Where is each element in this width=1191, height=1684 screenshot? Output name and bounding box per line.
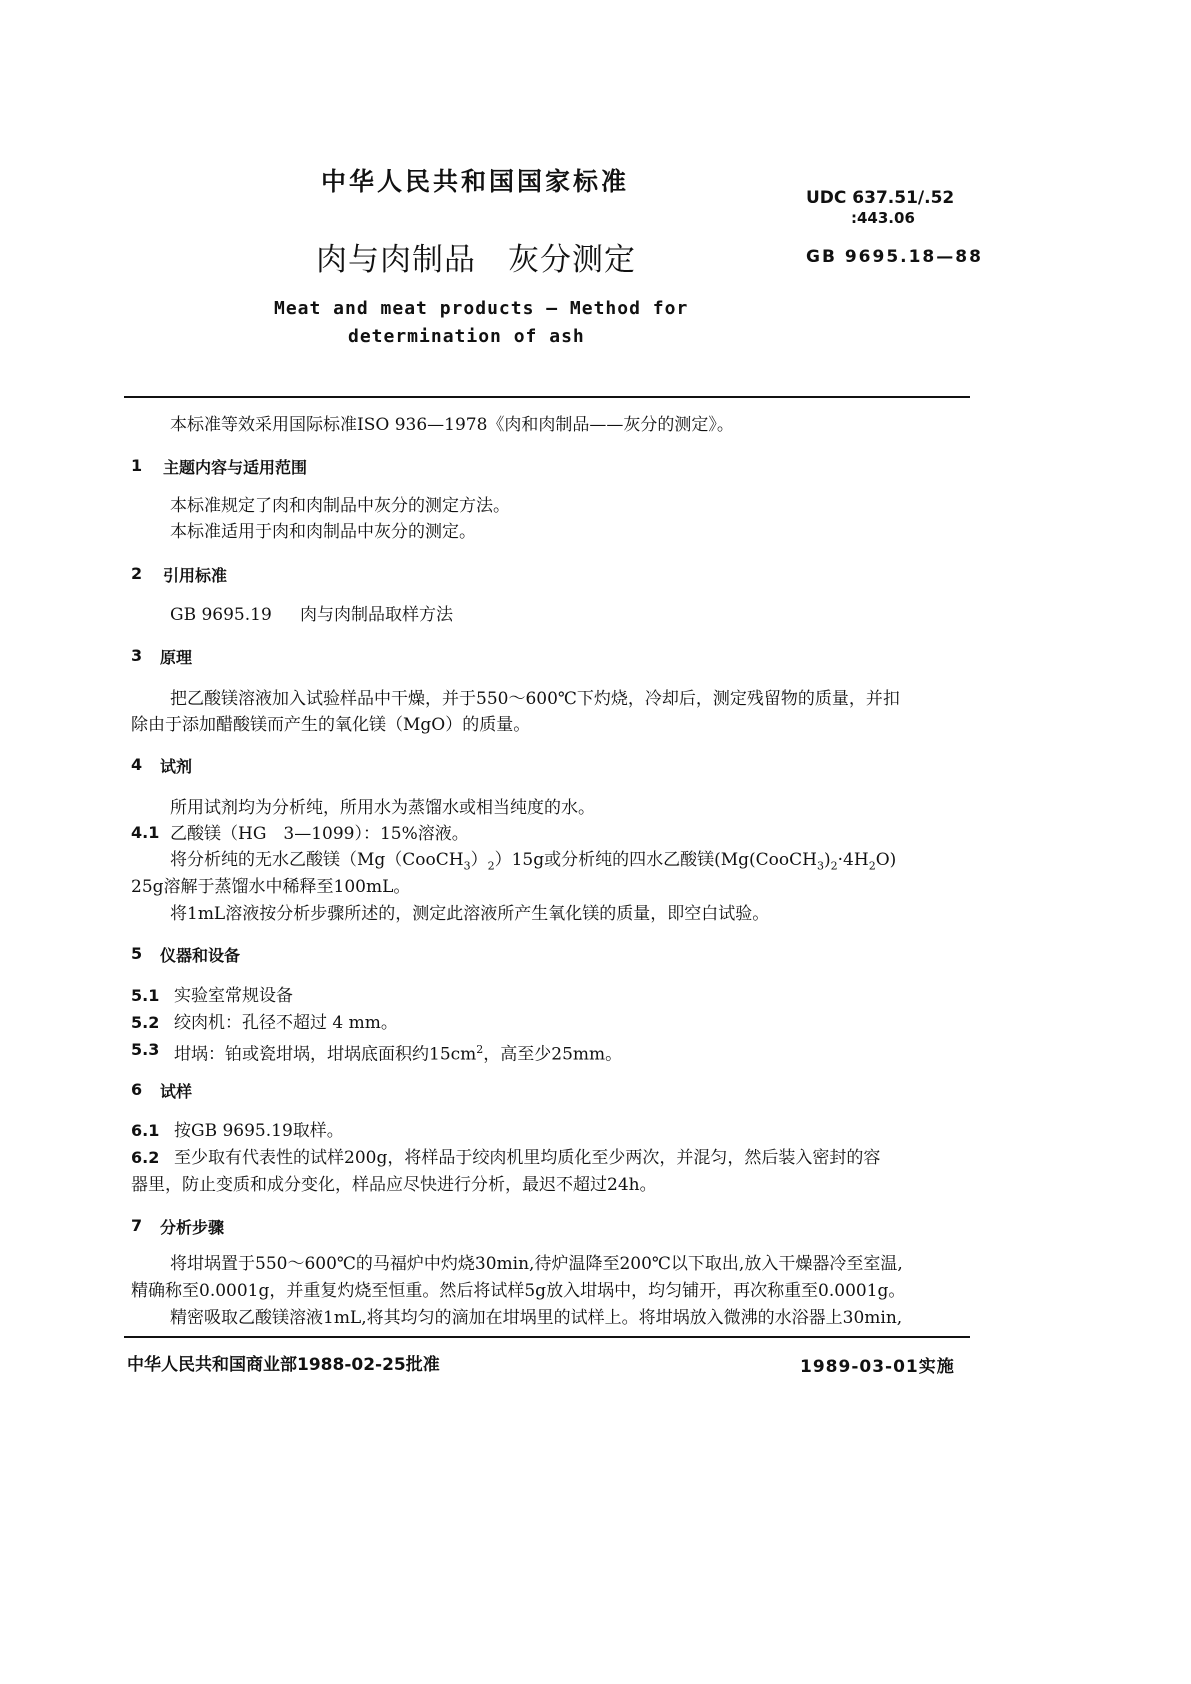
formula-part: ·4H [837, 850, 869, 870]
clause-6-2-line-2: 器里，防止变质和成分变化，样品应尽快进行分析，最迟不超过24h。 [131, 1175, 657, 1195]
effective-date: 1989-03-01实施 [800, 1357, 955, 1377]
section-4-title: 试剂 [160, 757, 193, 776]
clause-6-1-text: 按GB 9695.19取样。 [174, 1121, 344, 1141]
footer-divider [124, 1336, 970, 1338]
formula-part: ）15g或分析纯的四水乙酸镁(Mg(CooCH [494, 850, 817, 870]
udc-code: UDC 637.51/.52 [806, 188, 955, 208]
clause-5-3-text [174, 1039, 622, 1066]
procedure-line-2: 精确称至0.0001g，并重复灼烧至恒重。然后将试样5g放入坩埚中，均匀铺开，再次称重至0.0001g。 [131, 1281, 906, 1301]
gb-standard-code: GB 9695.18—88 [806, 247, 983, 267]
formula-line-2: 25g溶解于蒸馏水中稀释至100mL。 [131, 877, 411, 897]
document-title-en-line2: determination of ash [348, 326, 585, 347]
approval-date: 中华人民共和国商业部1988-02-25批准 [127, 1355, 440, 1375]
formula-part: ) [824, 850, 831, 870]
clause-5-1-text: 实验室常规设备 [174, 986, 293, 1006]
section-1-number: 1 [131, 456, 143, 475]
procedure-line-1: 将坩埚置于550～600℃的马福炉中灼烧30min,待炉温降至200℃以下取出,放入干燥器冷至室温, [170, 1254, 903, 1274]
clause-5-3-number: 5.3 [131, 1040, 160, 1059]
blank-test-line: 将1mL溶液按分析步骤所述的，测定此溶液所产生氧化镁的质量，即空白试验。 [170, 904, 770, 924]
header-divider [124, 396, 970, 398]
standard-type-heading: 中华人民共和国国家标准 [321, 167, 630, 196]
formula-part: 将分析纯的无水乙酸镁（Mg（CooCH [170, 850, 464, 870]
intro-paragraph: 本标准等效采用国际标准ISO 936—1978《肉和肉制品——灰分的测定》。 [170, 415, 734, 435]
superscript: 2 [476, 1043, 484, 1056]
section-3-title: 原理 [160, 648, 193, 667]
reagents-paragraph: 所用试剂均为分析纯，所用水为蒸馏水或相当纯度的水。 [170, 798, 595, 818]
section-6-number: 6 [131, 1080, 143, 1099]
udc-code-continued: :443.06 [851, 209, 915, 227]
formula-subscript: 3 [463, 859, 471, 873]
section-1-paragraph-1: 本标准规定了肉和肉制品中灰分的测定方法。 [170, 496, 510, 516]
clause-5-3-part: 坩埚：铂或瓷坩埚，坩埚底面积约15cm [174, 1044, 477, 1065]
clause-6-2-line-1: 至少取有代表性的试样200g，将样品于绞肉机里均质化至少两次，并混匀，然后装入密封的容 [174, 1148, 881, 1168]
formula-part: ） [470, 850, 488, 870]
principle-line-1: 把乙酸镁溶液加入试验样品中干燥，并于550～600℃下灼烧，冷却后，测定残留物的质量，并扣 [170, 689, 900, 709]
section-2-number: 2 [131, 564, 143, 583]
clause-5-3-part: ，高至少25mm。 [483, 1044, 623, 1065]
section-5-title: 仪器和设备 [160, 946, 241, 965]
document-title-cn: 肉与肉制品 灰分测定 [316, 242, 636, 278]
clause-5-2-text: 绞肉机：孔径不超过 4 mm。 [174, 1013, 398, 1033]
section-6-title: 试样 [160, 1082, 193, 1101]
clause-6-2-number: 6.2 [131, 1148, 160, 1167]
section-1-paragraph-2: 本标准适用于肉和肉制品中灰分的测定。 [170, 522, 476, 542]
reference-standard-title: 肉与肉制品取样方法 [300, 605, 453, 625]
section-7-number: 7 [131, 1216, 143, 1235]
clause-4-1-number: 4.1 [131, 823, 160, 842]
clause-6-1-number: 6.1 [131, 1121, 160, 1140]
section-1-title: 主题内容与适用范围 [163, 458, 308, 477]
clause-5-1-number: 5.1 [131, 986, 160, 1005]
section-5-number: 5 [131, 944, 143, 963]
formula-subscript: 2 [487, 859, 495, 873]
formula-subscript: 3 [817, 859, 824, 873]
section-4-number: 4 [131, 755, 143, 774]
formula-line-1 [170, 849, 896, 877]
formula-subscript: 2 [830, 859, 838, 873]
section-2-title: 引用标准 [163, 566, 228, 585]
clause-4-1-text: 乙酸镁（HG 3—1099）：15%溶液。 [170, 824, 469, 844]
section-7-title: 分析步骤 [160, 1218, 225, 1237]
formula-subscript: 2 [868, 859, 876, 873]
procedure-line-3: 精密吸取乙酸镁溶液1mL,将其均匀的滴加在坩埚里的试样上。将坩埚放入微沸的水浴器上30min, [170, 1308, 903, 1328]
clause-5-2-number: 5.2 [131, 1013, 160, 1032]
document-title-en-line1: Meat and meat products — Method for [274, 298, 689, 319]
section-3-number: 3 [131, 646, 143, 665]
principle-line-2: 除由于添加醋酸镁而产生的氧化镁（MgO）的质量。 [131, 715, 531, 735]
reference-standard-code: GB 9695.19 [170, 605, 272, 625]
formula-part: O) [875, 850, 897, 870]
